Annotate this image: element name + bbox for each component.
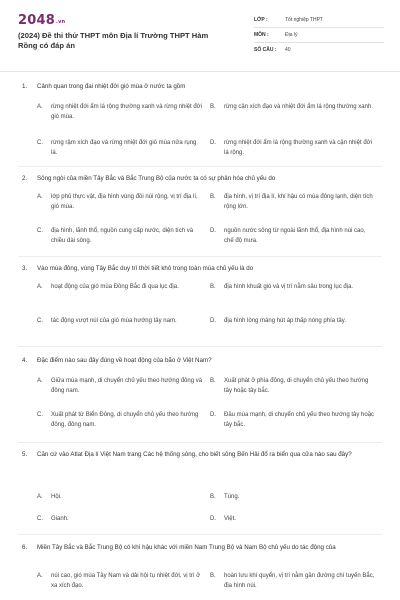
meta-row-class <box>254 14 384 28</box>
exam-title: (2024) Đề thi thử THPT môn Địa lí Trường THPT Hàm Rồng có đáp án <box>18 31 209 50</box>
divider <box>18 442 382 443</box>
question-text: 2. Sông ngòi của miền Tây Bắc và Bắc Trung Bộ của nước ta có sự phân hóa chủ yếu do <box>22 175 276 182</box>
divider <box>18 256 382 257</box>
meta-value: 40 <box>285 47 291 53</box>
question-text: 5. Căn cứ vào Atlat Địa lí Việt Nam trang Các hệ thống sông, cho biết sông Bến Hải đổ ra biển qua cửa nào sau đây? <box>22 451 352 458</box>
meta-key: LỚP : <box>254 17 268 23</box>
divider <box>18 534 382 535</box>
question-text: 6. Miền Tây Bắc và Bắc Trung Bộ có khí hậu khác với miền Nam Trung Bộ và Nam Bộ chủ yếu do tác động của <box>22 544 336 551</box>
question-text: 1. Cảnh quan trong đai nhiệt đới gió mùa ở nước ta gồm <box>22 83 186 90</box>
question-text: 3. Vào mùa đông, vùng Tây Bắc duy trì thời tiết khô trong toàn mùa chủ yếu là do <box>22 265 254 272</box>
meta-key: MÔN : <box>254 32 269 38</box>
meta-row-count <box>254 44 384 58</box>
meta-key: SỐ CÂU : <box>254 47 277 53</box>
exam-header <box>0 0 400 72</box>
question-text: 4. Đặc điểm nào sau đây đúng về hoạt động của bão ở Việt Nam? <box>22 357 212 364</box>
divider <box>18 166 382 167</box>
meta-row-subject <box>254 29 384 43</box>
site-logo[interactable]: 2048.vn <box>18 13 66 28</box>
meta-value: Tốt nghiệp THPT <box>285 17 323 23</box>
meta-value: Địa lý <box>285 32 298 38</box>
divider <box>18 346 382 347</box>
